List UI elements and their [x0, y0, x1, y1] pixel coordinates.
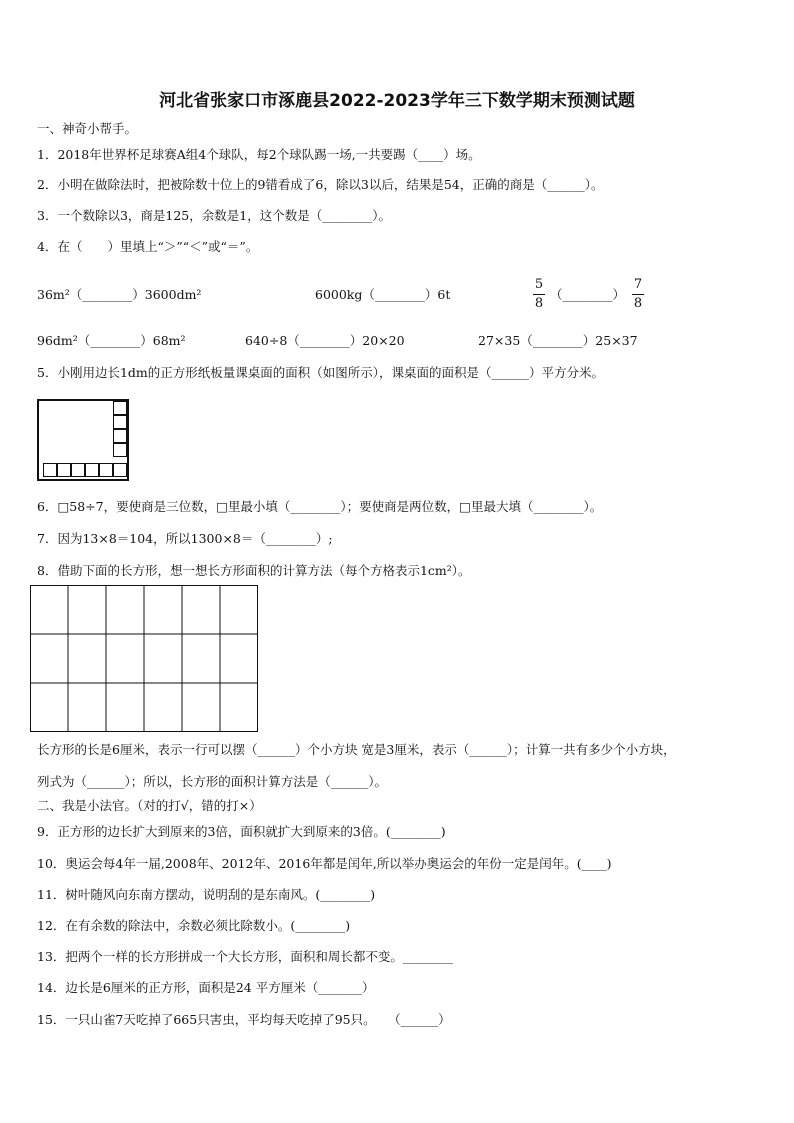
square-tile: [57, 463, 71, 477]
square-tile: [113, 443, 127, 457]
square-tile: [71, 463, 85, 477]
fraction-bar: [533, 294, 545, 295]
question-1: 1．2018年世界杯足球赛A组4个球队，每2个球队踢一场,一共要踢（____）场。: [37, 147, 481, 162]
question-6: 6．□58÷7，要使商是三位数，□里最小填（________）；要使商是两位数，□里最大填（________）。: [37, 499, 603, 514]
square-tile: [85, 463, 99, 477]
square-tile: [113, 401, 127, 415]
page-title: 河北省张家口市涿鹿县2022-2023学年三下数学期末预测试题: [159, 91, 635, 111]
question-4-item-c-blank: （________）: [550, 287, 626, 302]
rectangle-grid-figure: [30, 585, 259, 733]
question-5: 5．小刚用边长1dm的正方形纸板量课桌面的面积（如图所示），课桌面的面积是（______）平方分米。: [37, 365, 605, 380]
question-12: 12．在有余数的除法中，余数必须比除数小。(________): [37, 918, 351, 933]
square-tile: [99, 463, 113, 477]
question-8: 8．借助下面的长方形，想一想长方形面积的计算方法（每个方格表示1cm²）。: [37, 563, 471, 578]
question-15: 15．一只山雀7天吃掉了665只害虫，平均每天吃掉了95只。 （______）: [37, 1012, 451, 1027]
question-9: 9．正方形的边长扩大到原来的3倍，面积就扩大到原来的3倍。(________): [37, 824, 446, 839]
fraction-left-numerator: 5: [534, 277, 544, 292]
question-4-item-b: 6000kg（________）6t: [315, 287, 451, 302]
question-11: 11．树叶随风向东南方摆动，说明刮的是东南风。(________): [37, 887, 376, 902]
fraction-right: [632, 277, 644, 312]
question-4-item-a: 36m²（________）3600dm²: [37, 287, 202, 302]
square-tile: [43, 463, 57, 477]
question-4: 4．在（ ）里填上“＞”“＜”或“＝”。: [37, 239, 259, 254]
question-14: 14．边长是6厘米的正方形，面积是24 平方厘米（_______）: [37, 980, 375, 995]
question-10: 10．奥运会每4年一届,2008年、2012年、2016年都是闰年,所以举办奥运会的年份一定是闰年。(____): [37, 856, 612, 871]
square-tile: [113, 463, 127, 477]
question-7: 7．因为13×8＝104，所以1300×8＝（________）;: [37, 531, 333, 546]
fraction-left-denominator: 8: [534, 296, 544, 311]
question-13: 13．把两个一样的长方形拼成一个大长方形，面积和周长都不变。________: [37, 949, 453, 964]
fraction-left: [533, 277, 545, 312]
fraction-bar: [632, 294, 644, 295]
section-1-heading: 一、神奇小帮手。: [37, 121, 138, 136]
section-2-heading: 二、我是小法官。（对的打√，错的打×）: [37, 798, 262, 813]
question-4-item-d: 96dm²（________）68m²: [37, 333, 186, 348]
question-2: 2．小明在做除法时，把被除数十位上的9错看成了6，除以3以后，结果是54，正确的商是（______）。: [37, 177, 604, 192]
question-4-item-e: 640÷8（________）20×20: [245, 333, 405, 348]
square-tile: [113, 415, 127, 429]
question-8-line-b: 列式为（______）；所以，长方形的面积计算方法是（______）。: [37, 774, 388, 789]
question-8-line-a: 长方形的长是6厘米，表示一行可以摆（______）个小方块 宽是3厘米，表示（______）；计算一共有多少个小方块，: [37, 742, 676, 757]
square-tile: [113, 429, 127, 443]
fraction-right-denominator: 8: [633, 296, 643, 311]
question-4-item-f: 27×35（________）25×37: [478, 333, 638, 348]
question-3: 3．一个数除以3，商是125，余数是1，这个数是（________）。: [37, 208, 391, 223]
fraction-right-numerator: 7: [633, 277, 643, 292]
desk-figure: [37, 399, 129, 481]
